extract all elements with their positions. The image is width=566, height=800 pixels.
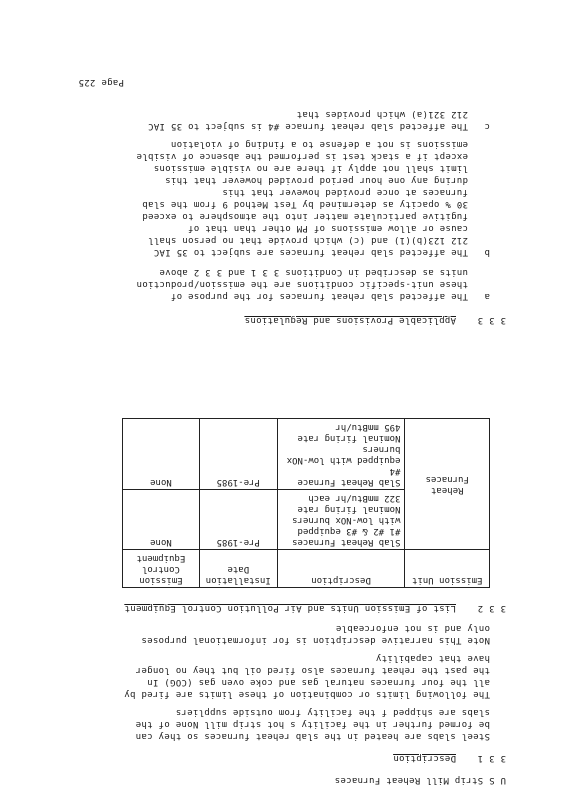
note-line: Note This narrative description is for informational purposes	[141, 635, 490, 645]
table-header-row	[123, 550, 490, 588]
item-line: furnaces at once provided however that this	[222, 187, 468, 197]
installation-date-cell: Pre-1985	[199, 419, 277, 490]
column-header: Emission Unit	[405, 550, 490, 588]
section-number: 3 3 3	[477, 315, 506, 325]
paragraph-line: the past the reheat furnaces also fired oil but they no longer	[135, 665, 490, 675]
item-line: The affected slab reheat furnaces are subject to 35 IAC	[153, 247, 468, 257]
item-letter: a	[484, 291, 490, 301]
item-line: cause or allow emissions of PM other than that of	[187, 223, 468, 233]
paragraph-line: all the four furnaces natural gas and coke oven gas (COG) In	[146, 677, 490, 687]
installation-date-cell: Pre-1985	[199, 490, 277, 550]
table-row	[123, 490, 490, 550]
column-header: Emission Control Equipment	[123, 550, 200, 588]
item-line: The affected slab reheat furnaces for the purpose of	[170, 291, 468, 301]
control-equipment-cell: None	[123, 419, 200, 490]
paragraph-line: have that capability	[375, 653, 490, 663]
item-line: during any one hour period provided however that this	[164, 175, 468, 185]
item-line: limit shall not apply if there are no visible emissions	[153, 163, 468, 173]
paragraph-line: slabs are shipped f the facility from outside suppliers	[175, 707, 490, 717]
item-line: these unit-specific conditions are the emission/production	[136, 279, 468, 289]
item-letter: b	[484, 247, 490, 257]
note-line: only and is not enforceable	[335, 623, 490, 633]
page-header: U S Strip Mill Reheat Furnaces	[334, 775, 506, 785]
control-equipment-cell: None	[123, 490, 200, 550]
paragraph-line: be formed further in the facility s hot strip mill None of the	[135, 719, 490, 729]
emission-units-table	[122, 418, 490, 588]
section-heading: List of Emission Units and Air Pollution Control Equipment	[124, 603, 456, 613]
paragraph-line: The following limits or combination of these limits are fired by	[124, 689, 490, 699]
description-cell: Slab Reheat Furnaces #1 #2 & #3 equipped with low-NOx burners Nominal firing rate 322 mmBtu/hr each	[277, 490, 405, 550]
paragraph-line: Steel slabs are heated in the slab reheat furnaces so they can	[135, 731, 490, 741]
page-number: Page 225	[78, 77, 124, 87]
item-line: 212 123(b)(1) and (c) which provide that no person shall	[147, 235, 468, 245]
column-header: Description	[277, 550, 405, 588]
item-line: fugitive particulate matter into the atmosphere to exceed	[142, 211, 468, 221]
section-heading: Applicable Provisions and Regulations	[244, 315, 456, 325]
item-line: units as described in Conditions 3 3 1 and 3 3 2 above	[159, 267, 468, 277]
section-number: 3 3 2	[477, 603, 506, 613]
item-line: emissions is not a defense to a finding of violation	[170, 139, 468, 149]
item-line: 212 321(a) which provides that	[296, 109, 468, 119]
emission-unit-cell: Reheat Furnaces	[405, 419, 490, 550]
item-line: The affected slab reheat furnace #4 is subject to 35 IAC	[147, 121, 468, 131]
column-header: Installation Date	[199, 550, 277, 588]
description-cell: Slab Reheat Furnace #4 equipped with low-NOx burners Nominal firing rate 495 mmBtu/hr	[277, 419, 405, 490]
section-heading: Description	[393, 753, 456, 763]
item-line: except if a stack test is performed the absence of visible	[136, 151, 468, 161]
section-number: 3 3 1	[477, 753, 506, 763]
item-line: 30 % opacity as determined by Test Method 9 from the slab	[142, 199, 468, 209]
item-letter: c	[484, 121, 490, 131]
